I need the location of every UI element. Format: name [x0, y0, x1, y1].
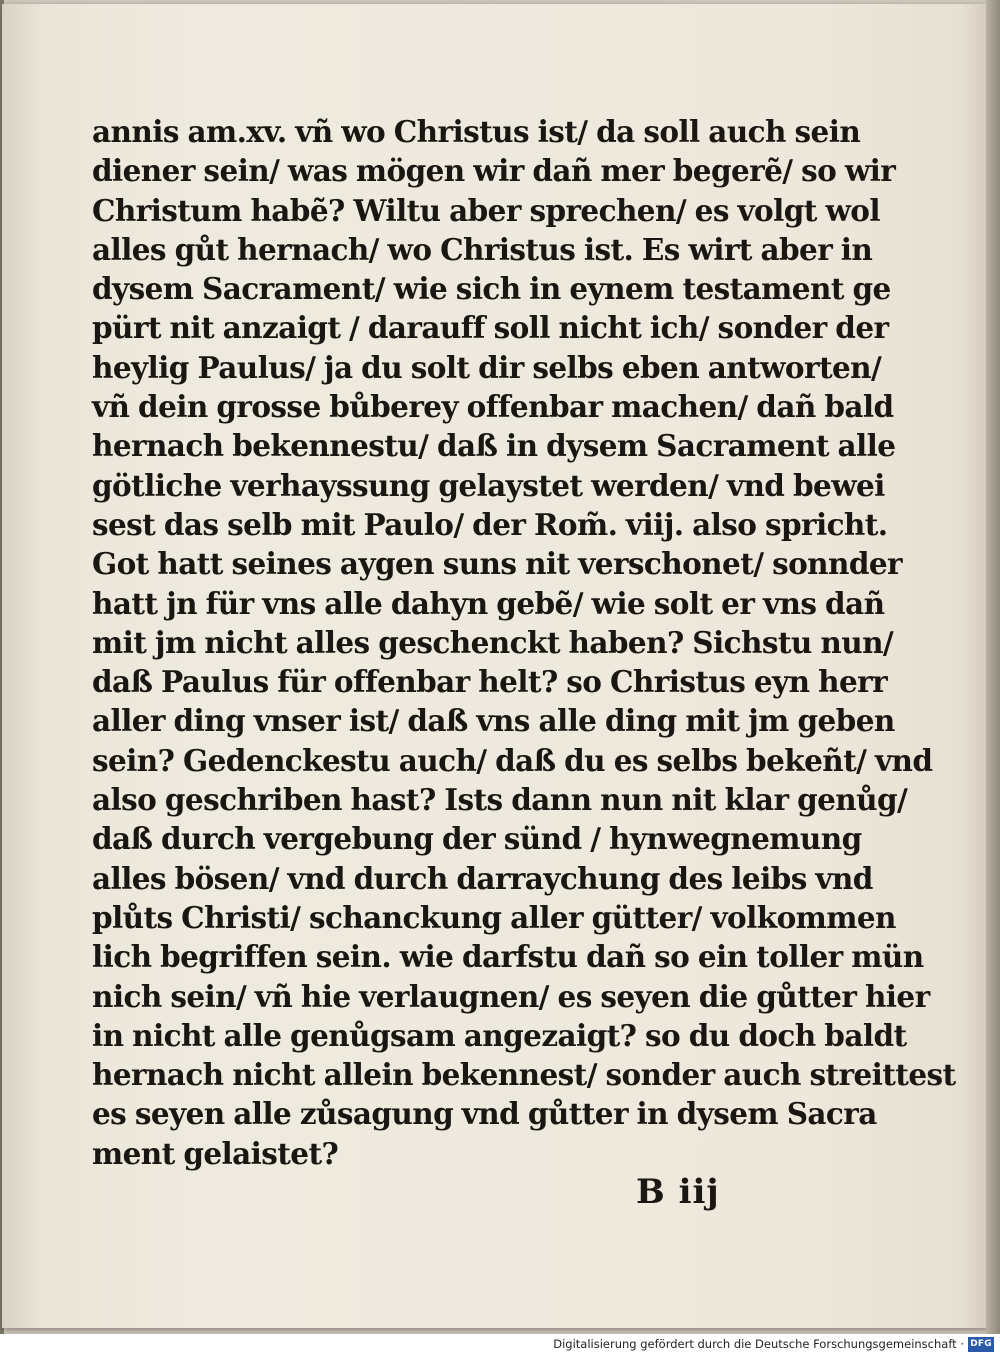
text-line: aller ding vnser ist/ daß vns alle ding mit jm geben — [92, 703, 895, 739]
text-line: pürt nit anzaigt / darauff soll nicht ich/ sonder der — [92, 310, 889, 346]
text-line: götliche verhayssung gelaystet werden/ vnd bewei — [92, 467, 885, 503]
text-line: alles bösen/ vnd durch darraychung des leibs vnd — [92, 860, 873, 896]
text-line: diener sein/ was mögen wir dañ mer begerẽ/ so wir — [92, 153, 896, 189]
text-line: sein? Gedenckestu auch/ daß du es selbs bekeñt/ vnd — [92, 742, 933, 778]
text-line: hatt jn für vns alle dahyn gebẽ/ wie solt er vns dañ — [92, 585, 885, 621]
text-line: dysem Sacrament/ wie sich in eynem testament ge — [92, 271, 891, 307]
text-line: also geschriben hast? Ists dann nun nit klar genůg/ — [92, 782, 908, 818]
body-text — [92, 112, 956, 1173]
text-line: Got hatt seines aygen suns nit verschonet/ sonnder — [92, 546, 902, 582]
text-line: mit jm nicht alles geschenckt haben? Sichstu nun/ — [92, 624, 894, 660]
footer-bar — [0, 1334, 1000, 1356]
signature-mark: B iij — [636, 1172, 720, 1212]
text-line: in nicht alle genůgsam angezaigt? so du doch baldt — [92, 1017, 907, 1053]
funding-credit: Digitalisierung gefördert durch die Deutsche Forschungsgemeinschaft · — [553, 1337, 964, 1351]
text-line: Christum habẽ? Wiltu aber sprechen/ es volgt wol — [92, 192, 880, 228]
text-line: vñ dein grosse bůberey offenbar machen/ dañ bald — [92, 389, 894, 425]
text-line: heylig Paulus/ ja du solt dir selbs eben antworten/ — [92, 349, 882, 385]
text-line: es seyen alle zůsagung vnd gůtter in dysem Sacra — [92, 1096, 877, 1132]
page-sheet — [2, 4, 986, 1328]
text-line: daß Paulus für offenbar helt? so Christus eyn herr — [92, 664, 888, 700]
text-line: daß durch vergebung der sünd / hynwegnemung — [92, 821, 862, 857]
text-line: annis am.xv. vñ wo Christus ist/ da soll auch sein — [92, 114, 861, 149]
text-line: alles gůt hernach/ wo Christus ist. Es wirt aber in — [92, 231, 873, 267]
text-line: plůts Christi/ schanckung aller gütter/ volkommen — [92, 899, 896, 935]
text-line: nich sein/ vñ hie verlaugnen/ es seyen die gůtter hier — [92, 978, 930, 1014]
text-line: hernach nicht allein bekennest/ sonder auch streittest — [92, 1057, 956, 1093]
page-edge-shadow — [986, 0, 1000, 1334]
dfg-logo-icon: DFG — [968, 1337, 994, 1352]
text-line: sest das selb mit Paulo/ der Rom̃. viij. also spricht. — [92, 506, 888, 542]
text-line: lich begriffen sein. wie darfstu dañ so ein toller mün — [92, 939, 924, 975]
text-line: hernach bekennestu/ daß in dysem Sacrament alle — [92, 428, 896, 464]
text-line: ment gelaistet? — [92, 1135, 339, 1171]
